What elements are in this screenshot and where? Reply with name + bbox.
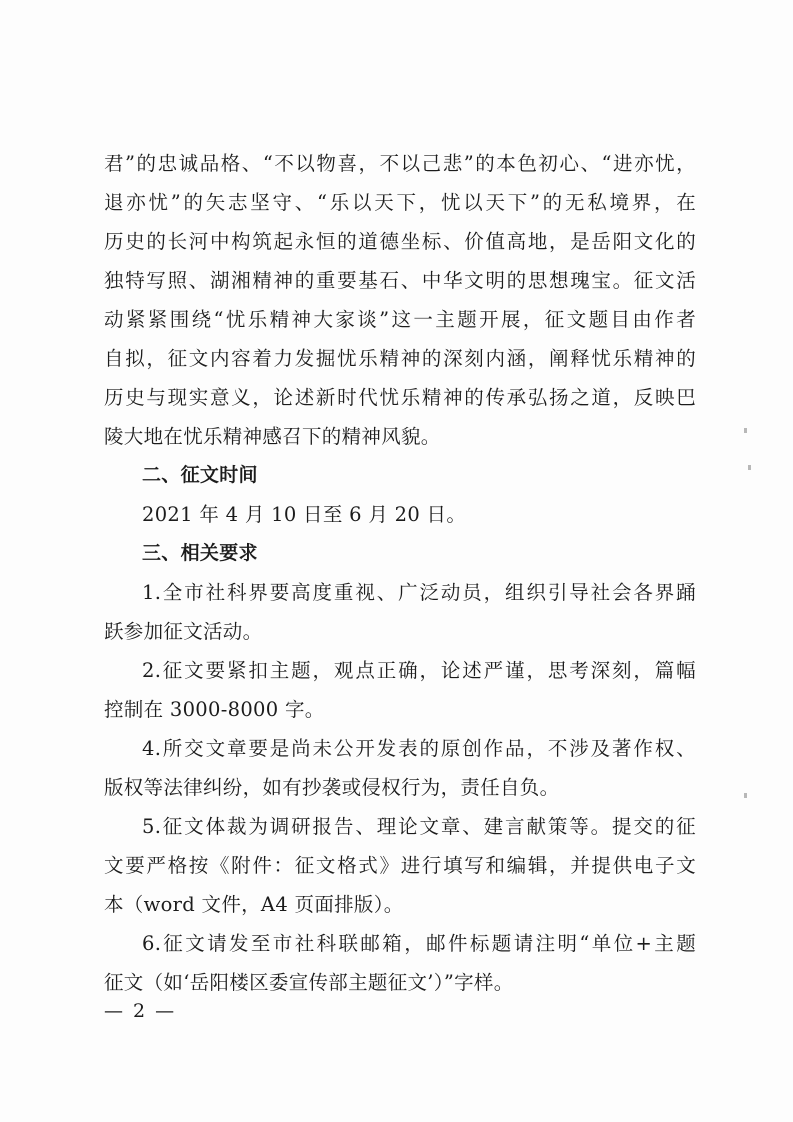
scan-speck	[748, 465, 751, 470]
paragraph-line: 历史的长河中构筑起永恒的道德坐标、价值高地，是岳阳文化的	[104, 230, 696, 253]
requirement-line: 4.所交文章要是尚未公开发表的原创作品，不涉及著作权、	[142, 737, 696, 760]
submission-period-text: 2021 年 4 月 10 日至 6 月 20 日。	[142, 503, 467, 526]
paragraph-line: 独特写照、湖湘精神的重要基石、中华文明的思想瑰宝。征文活	[104, 269, 696, 292]
scan-speck	[744, 793, 747, 798]
document-body	[104, 144, 696, 1002]
requirement-line: 版权等法律纠纷，如有抄袭或侵权行为，责任自负。	[104, 776, 560, 799]
requirement-line: 征文（如‘岳阳楼区委宣传部主题征文’）”字样。	[104, 971, 514, 994]
requirement-item-5	[104, 807, 696, 924]
requirement-line: 5.征文体裁为调研报告、理论文章、建言献策等。提交的征	[142, 815, 696, 838]
page-number: — 2 —	[104, 1000, 177, 1022]
paragraph-line: 君”的忠诚品格、“不以物喜，不以己悲”的本色初心、“进亦忧，	[104, 152, 696, 175]
requirement-line: 6.征文请发至市社科联邮箱，邮件标题请注明“单位+主题	[142, 932, 696, 955]
requirement-line: 文要严格按《附件：征文格式》进行填写和编辑，并提供电子文	[104, 854, 696, 877]
paragraph-line: 历史与现实意义，论述新时代忧乐精神的传承弘扬之道，反映巴	[104, 386, 696, 409]
requirement-item-6	[104, 924, 696, 1002]
paragraph-line: 陵大地在忧乐精神感召下的精神风貌。	[104, 425, 441, 448]
requirement-line: 2.征文要紧扣主题，观点正确，论述严谨，思考深刻，篇幅	[142, 659, 696, 682]
requirement-line: 控制在 3000-8000 字。	[104, 698, 325, 721]
requirement-item-2	[104, 651, 696, 729]
requirement-line: 跃参加征文活动。	[104, 620, 263, 643]
section-heading-requirements: 三、相关要求	[142, 542, 258, 564]
paragraph-line: 自拟，征文内容着力发掘忧乐精神的深刻内涵，阐释忧乐精神的	[104, 347, 696, 370]
requirement-item-4	[104, 729, 696, 807]
requirement-line: 本（word 文件，A4 页面排版）。	[104, 893, 404, 916]
section-heading-submission-period: 二、征文时间	[142, 464, 258, 486]
scan-speck	[744, 428, 747, 433]
requirement-item-1	[104, 573, 696, 651]
paragraph-line: 动紧紧围绕“忧乐精神大家谈”这一主题开展，征文题目由作者	[104, 308, 696, 331]
paragraph-line: 退亦忧”的矢志坚守、“乐以天下，忧以天下”的无私境界，在	[104, 191, 696, 214]
requirement-line: 1.全市社科界要高度重视、广泛动员，组织引导社会各界踊	[142, 581, 696, 604]
